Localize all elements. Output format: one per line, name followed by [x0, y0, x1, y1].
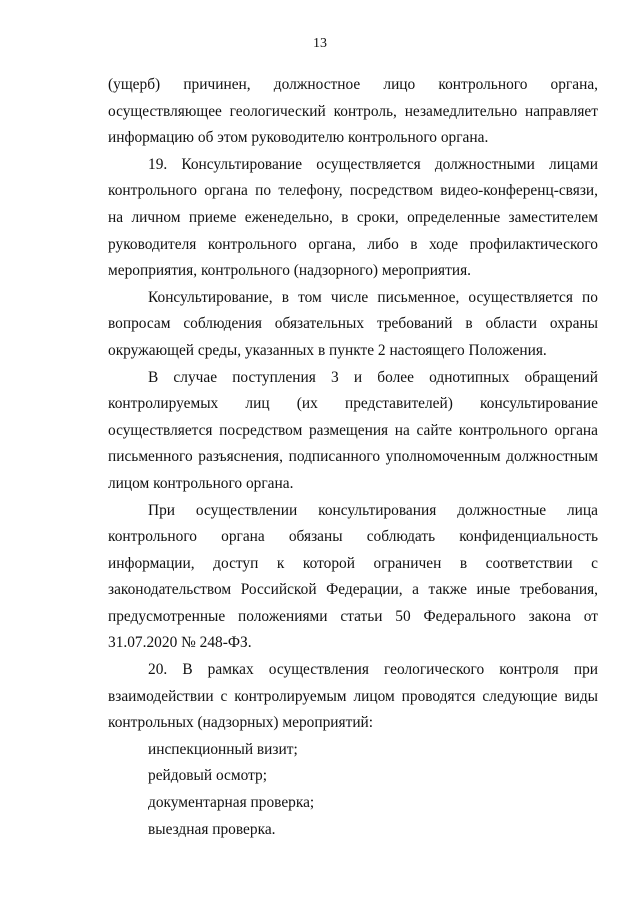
paragraph-19: 19. Консультирование осуществляется должностными лицами контрольного органа по телефону, посредством видео-конференц-связи, на личном приеме еженедельно, в сроки, определенные заместителем руководителя контрольного органа, либо в ходе профилактического мероприятия, контрольного (надзорного) мероприятия. [108, 155, 598, 280]
paragraph-consultation-scope: Консультирование, в том числе письменное, осуществляется по вопросам соблюдения обязательных требований в области охраны окружающей среды, указанных в пункте 2 настоящего Положения. [108, 288, 598, 359]
list-item: рейдовый осмотр; [148, 767, 268, 785]
list-item: инспекционный визит; [148, 740, 298, 758]
list-item: документарная проверка; [148, 794, 315, 812]
list-item: выездная проверка. [148, 820, 276, 838]
document-body [108, 72, 598, 843]
paragraph-confidentiality: При осуществлении консультирования должностные лица контрольного органа обязаны соблюдать конфиденциальность информации, доступ к которой ограничен в соответствии с законодательством Российской Федерации, а также иные требования, предусмотренные положениями статьи 50 Федерального закона от 31.07.2020 № 248-ФЗ. [108, 501, 598, 652]
paragraph-continuation: (ущерб) причинен, должностное лицо контрольного органа, осуществляющее геологический контроль, незамедлительно направляет информацию об этом руководителю контрольного органа. [108, 76, 598, 147]
page-number: 13 [313, 36, 327, 51]
paragraph-written-clarification: В случае поступления 3 и более однотипных обращений контролируемых лиц (их представителей) консультирование осуществляется посредством размещения на сайте контрольного органа письменного разъяснения, подписанного уполномоченным должностным лицом контрольного органа. [108, 368, 598, 492]
paragraph-20: 20. В рамках осуществления геологического контроля при взаимодействии с контролируемым лицом проводятся следующие виды контрольных (надзорных) мероприятий: [108, 661, 598, 732]
